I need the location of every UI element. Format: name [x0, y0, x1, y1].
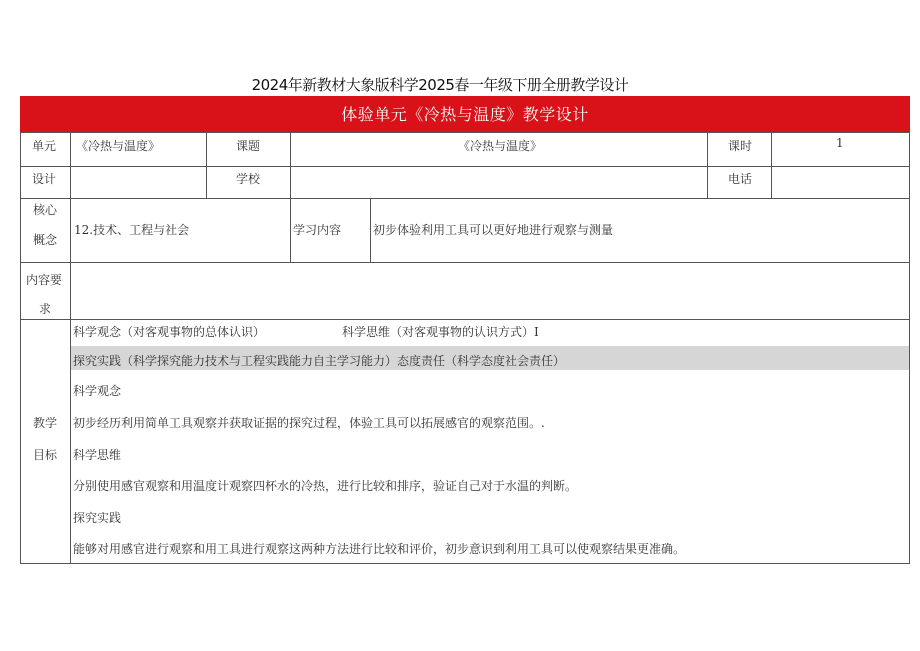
goal-line-concept-thinking: 科学观念（对客观事物的总体认识） [73, 325, 266, 339]
lesson-label: 课题 [236, 139, 261, 153]
content-requirement-label: 内容要 [26, 273, 63, 287]
grid-hline [20, 132, 910, 133]
grid-hline [20, 262, 910, 263]
core-concept-value: 12.技术、工程与社会 [74, 223, 190, 237]
grid-hline [20, 563, 910, 564]
grid-hline [20, 166, 910, 167]
banner-text: 体验单元《冷热与温度》教学设计 [341, 105, 589, 124]
goal-text-thinking: 分别使用感官观察和用温度计观察四杯水的冷热，进行比较和排序，验证自己对于水温的判断。 [73, 479, 578, 493]
unit-label: 单元 [32, 139, 57, 153]
school-label: 学校 [236, 172, 261, 186]
grid-vline [290, 132, 291, 262]
teaching-goals-label: 教学 [33, 416, 58, 430]
goal-line-practice-attitude: 探究实践（科学探究能力技术与工程实践能力自主学习能力）态度责任（科学态度社会责任） [73, 354, 566, 368]
lesson-value: 《冷热与温度》 [458, 139, 543, 153]
teaching-goals-label: 目标 [33, 448, 58, 462]
phone-label: 电话 [728, 172, 753, 186]
design-label: 设计 [32, 172, 57, 186]
grid-vline [771, 132, 772, 198]
goal-text-concept: 初步经历利用简单工具观察并获取证据的探究过程，体验工具可以拓展感官的观察范围。. [73, 416, 545, 430]
grid-vline [707, 132, 708, 198]
document-title: 2024年新教材大象版科学2025春一年级下册全册教学设计 [251, 76, 629, 94]
goal-text-practice: 能够对用感官进行观察和用工具进行观察这两种方法进行比较和评价，初步意识到利用工具可以使观察结果更准确。 [73, 542, 686, 556]
core-concept-label: 概念 [33, 233, 58, 247]
grid-vline [70, 132, 71, 564]
period-value: 1 [836, 136, 844, 150]
grid-hline [20, 319, 910, 320]
content-requirement-label: 求 [39, 302, 52, 316]
period-label: 课时 [728, 139, 753, 153]
learning-content-value: 初步体验利用工具可以更好地进行观察与测量 [373, 223, 614, 237]
goal-heading-practice: 探究实践 [73, 511, 122, 525]
grid-vline [370, 198, 371, 262]
grid-vline [909, 132, 910, 564]
goal-heading-concept: 科学观念 [73, 384, 122, 398]
lesson-banner [20, 96, 910, 132]
learning-content-label: 学习内容 [293, 223, 342, 237]
grid-vline [206, 132, 207, 198]
grid-hline [20, 198, 910, 199]
core-concept-label: 核心 [33, 203, 58, 217]
grid-vline [20, 132, 21, 564]
unit-value: 《冷热与温度》 [76, 139, 161, 153]
goal-heading-thinking: 科学思维 [73, 448, 122, 462]
goal-line-thinking: 科学思维（对客观事物的认识方式）I [342, 325, 539, 339]
